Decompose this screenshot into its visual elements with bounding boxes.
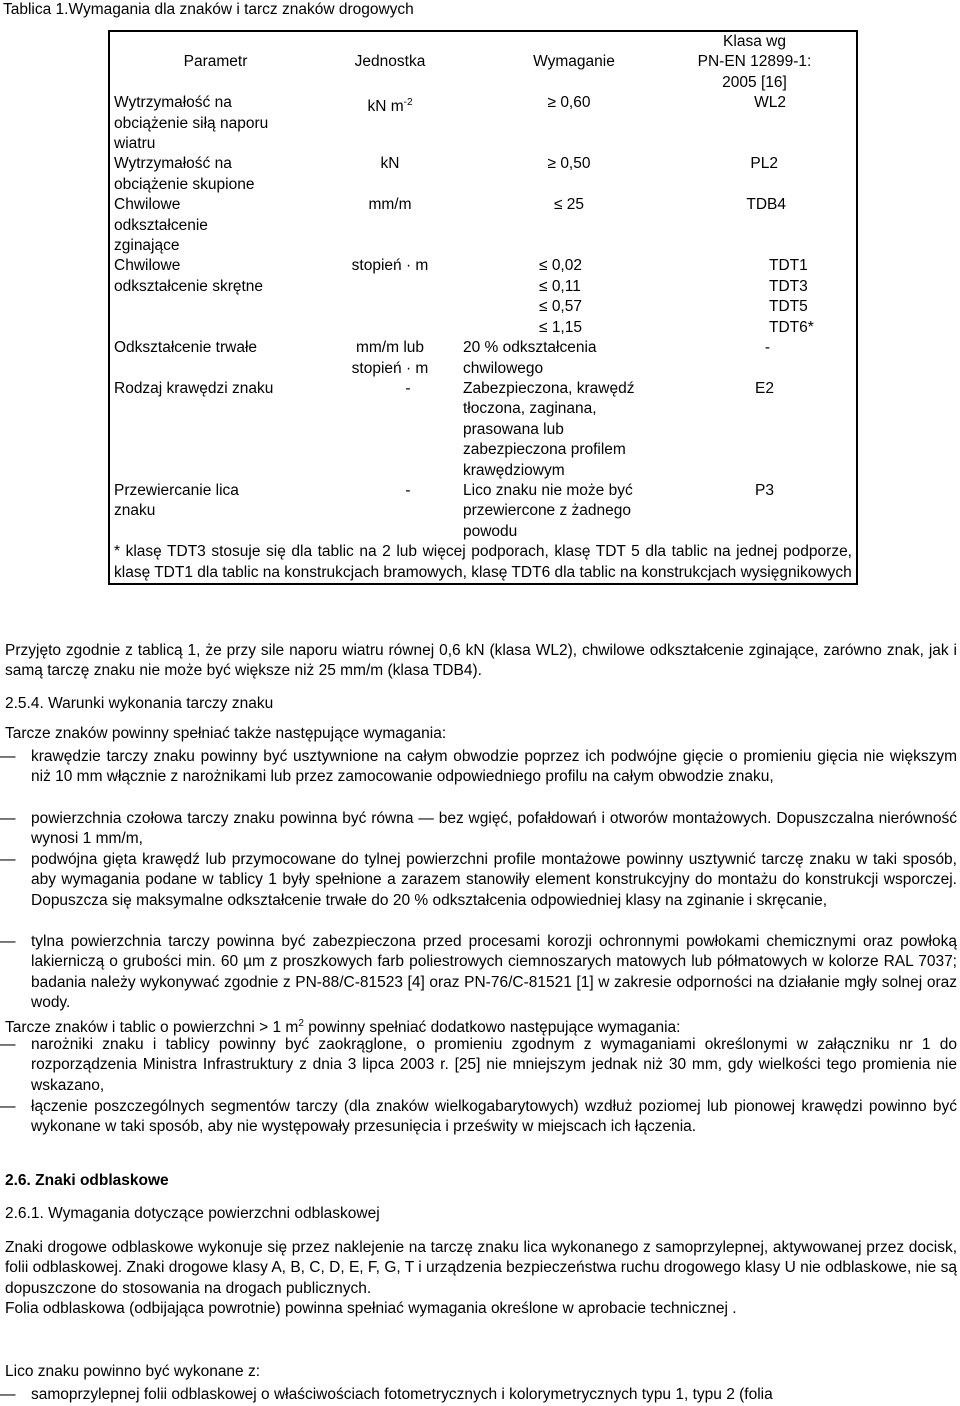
dash-bullet: —	[0, 1386, 16, 1403]
dash-bullet: —	[0, 1036, 16, 1053]
row-unit: -	[405, 379, 411, 397]
row-class: TDT1 TDT3 TDT5 TDT6*	[769, 257, 814, 336]
paragraph: Przyjęto zgodnie z tablicą 1, że przy sile naporu wiatru równej 0,6 kN (klasa WL2), chwilowe odkształcenie zginające, zarówno znak, jak i samą tarczę znaku nie może być większe niż 25 mm/m (klasa TDB4).	[5, 642, 957, 680]
header-parametr: Parametr	[183, 53, 248, 70]
row-requirement: ≤ 0,02 ≤ 0,11 ≤ 0,57 ≤ 1,15	[539, 257, 582, 336]
row-unit: kN $m^{-2}$	[367, 97, 413, 116]
row-class: E2	[755, 379, 774, 397]
table-row	[109, 379, 857, 481]
dash-bullet: —	[0, 810, 16, 827]
header-wymaganie: Wymaganie	[533, 53, 615, 70]
row-class: P3	[755, 481, 774, 499]
section-heading: 2.5.4. Warunki wykonania tarczy znaku	[5, 695, 274, 712]
row-param: Odkształcenie trwałe	[114, 339, 258, 357]
paragraph: Znaki drogowe odblaskowe wykonuje się przez naklejenie na tarczę znaku lica wykonanego z samoprzylepnej, aktywowanej przez docisk, folii odblaskowej. Znaki drogowe klasy A, B, C, D, E, F, G, T i urządzenia bezpieczeństwa ruchu drogowego klasy U nie odblaskowe, nie są dopuszczone do stosowania na drogach publicznych.	[5, 1239, 957, 1297]
table-footnote: * klasę TDT3 stosuje się dla tablic na 2 lub więcej podporach, klasę TDT 5 dla tablic na jednej podporze, klasę TDT1 dla tablic na konstrukcjach bramowych, klasę TDT6 dla tablic na konstrukcjach wysięgnikowych	[114, 543, 852, 581]
requirements-table	[108, 30, 858, 585]
row-unit: mm/m	[368, 196, 412, 214]
paragraph: Folia odblaskowa (odbijająca powrotnie) powinna spełniać wymagania określone w aprobacie technicznej .	[5, 1300, 737, 1317]
table-caption: Tablica 1.Wymagania dla znaków i tarcz znaków drogowych	[3, 1, 414, 18]
row-param: Przewiercanie lica znaku	[114, 481, 239, 520]
row-unit: stopień · m	[351, 257, 429, 275]
row-requirement: ≥ 0,50	[547, 155, 591, 173]
row-class: PL2	[750, 155, 778, 173]
dash-bullet: —	[0, 748, 16, 765]
row-class: WL2	[754, 94, 786, 112]
row-param: Chwilowe odkształcenie skrętne	[114, 257, 264, 295]
header-klasa: Klasa wg PN-EN 12899-1: 2005 [16]	[697, 33, 812, 91]
row-unit: kN	[380, 155, 400, 173]
dash-bullet: —	[0, 933, 16, 950]
dash-bullet: —	[0, 851, 16, 868]
row-requirement: ≤ 25	[553, 196, 585, 214]
table-row	[109, 256, 857, 338]
table-row	[109, 338, 857, 379]
table-row	[109, 154, 857, 195]
row-param: Rodzaj krawędzi znaku	[114, 379, 274, 397]
row-class: -	[764, 339, 770, 357]
table-row	[109, 195, 857, 256]
dash-bullet: —	[0, 1098, 16, 1115]
paragraph: Lico znaku powinno być wykonane z:	[5, 1363, 261, 1380]
table-row	[109, 93, 857, 154]
row-requirement: ≥ 0,60	[547, 94, 591, 112]
row-param: Wytrzymałość na obciążenie siłą naporu wiatru	[114, 94, 269, 153]
row-param: Chwilowe odkształcenie zginające	[114, 196, 208, 255]
row-requirement: 20 % odkształcenia chwilowego	[463, 339, 597, 377]
row-requirement: Lico znaku nie może być przewiercone z żadnego powodu	[463, 481, 633, 540]
row-param: Wytrzymałość na obciążenie skupione	[114, 155, 255, 193]
list-intro: Tarcze znaków i tablic o powierzchni > 1 $m^2$ powinny spełniać dodatkowo następujące wymagania:	[5, 1018, 681, 1037]
table-row	[109, 481, 857, 542]
row-class: TDB4	[746, 196, 786, 214]
row-unit: mm/m lub stopień · m	[351, 339, 429, 377]
section-heading: 2.6. Znaki odblaskowe	[5, 1172, 169, 1189]
row-unit: -	[405, 481, 411, 499]
table-header-row	[109, 31, 857, 93]
header-jednostka: Jednostka	[354, 53, 426, 70]
list-intro: Tarcze znaków powinny spełniać także następujące wymagania:	[5, 725, 447, 742]
subsection-heading: 2.6.1. Wymagania dotyczące powierzchni odblaskowej	[5, 1205, 380, 1222]
table-footnote-row	[109, 542, 857, 584]
row-requirement: Zabezpieczona, krawędź tłoczona, zaginana, prasowana lub zabezpieczona profilem krawędziowym	[463, 379, 635, 479]
